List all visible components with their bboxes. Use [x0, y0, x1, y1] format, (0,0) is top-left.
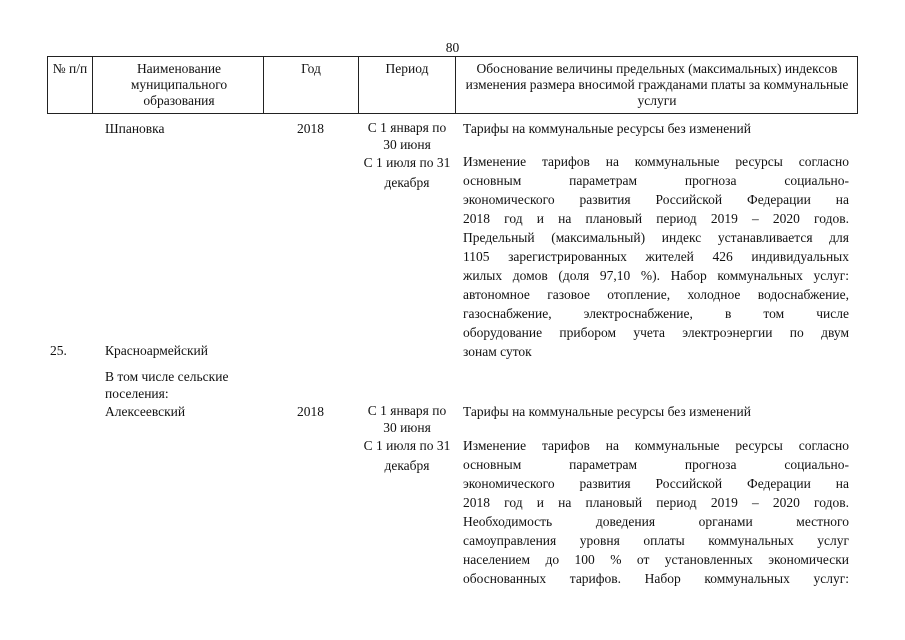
header-period: Период: [385, 61, 429, 76]
table-header-bottom-border: [47, 113, 858, 114]
text-line: экономического развития Российской Федерации на: [463, 476, 849, 491]
section-name: Красноармейский: [105, 343, 209, 358]
text-line: Предельный (максимальный) индекс устанавливается для: [463, 230, 849, 245]
text-line: населением до 100 % от установленных экономически: [463, 552, 849, 567]
row-period-first-half: С 1 января по 30 июня: [367, 120, 447, 152]
section-subheading: В том числе сельские поселения:: [105, 369, 229, 401]
text-line: 1105 зарегистрированных жителей 426 индивидуальных: [463, 249, 849, 264]
text-line: экономического развития Российской Федерации на: [463, 192, 849, 207]
row-year: 2018: [297, 404, 324, 419]
text-line: самоуправления уровня оплаты коммунальных услуг: [463, 533, 849, 548]
text-line: жилых домов (доля 97,10 %). Набор коммунальных услуг:: [463, 268, 849, 283]
header-num: № п/п: [52, 61, 88, 76]
text-line: газоснабжение, электроснабжение, в том числе: [463, 306, 849, 321]
text-line: основным параметрам прогноза социально-: [463, 457, 849, 472]
text-line: оборудование прибором учета электроэнергии по двум: [463, 325, 849, 340]
column-divider: [358, 56, 359, 114]
column-divider: [47, 56, 48, 114]
row-name: Шпановка: [105, 121, 165, 136]
column-divider: [92, 56, 93, 114]
header-justification: Обоснование величины предельных (максимальных) индексов изменения размера вносимой гражданами платы за коммунальные услуги: [465, 61, 849, 108]
text-line: основным параметрам прогноза социально-: [463, 173, 849, 188]
text-line: Изменение тарифов на коммунальные ресурсы согласно: [463, 154, 849, 169]
column-divider: [857, 56, 858, 114]
text-line: зонам суток: [463, 344, 532, 359]
header-year: Год: [301, 61, 321, 76]
text-line: обоснованных тарифов. Набор коммунальных услуг:: [463, 571, 849, 586]
row-note-tariffs: Тарифы на коммунальные ресурсы без изменений: [463, 121, 751, 136]
section-number: 25.: [50, 343, 67, 358]
row-period-second-half: С 1 июля по 31 декабря: [363, 438, 451, 473]
row-year: 2018: [297, 121, 324, 136]
row-note-tariffs: Тарифы на коммунальные ресурсы без изменений: [463, 404, 751, 419]
text-line: 2018 год и на плановый период 2019 – 2020 годов.: [463, 211, 849, 226]
column-divider: [455, 56, 456, 114]
text-line: Необходимость доведения органами местного: [463, 514, 849, 529]
column-divider: [263, 56, 264, 114]
table-top-border: [47, 56, 858, 57]
page-number: 80: [445, 40, 460, 55]
text-line: автономное газовое отопление, холодное водоснабжение,: [463, 287, 849, 302]
row-period-second-half: С 1 июля по 31 декабря: [363, 155, 451, 190]
text-line: Изменение тарифов на коммунальные ресурсы согласно: [463, 438, 849, 453]
row-period-first-half: С 1 января по 30 июня: [367, 403, 447, 435]
text-line: 2018 год и на плановый период 2019 – 2020 годов.: [463, 495, 849, 510]
header-name: Наименование муниципального образования: [130, 61, 228, 108]
row-note-justification: [463, 436, 849, 588]
row-name: Алексеевский: [105, 404, 186, 419]
row-note-justification: [463, 152, 849, 361]
